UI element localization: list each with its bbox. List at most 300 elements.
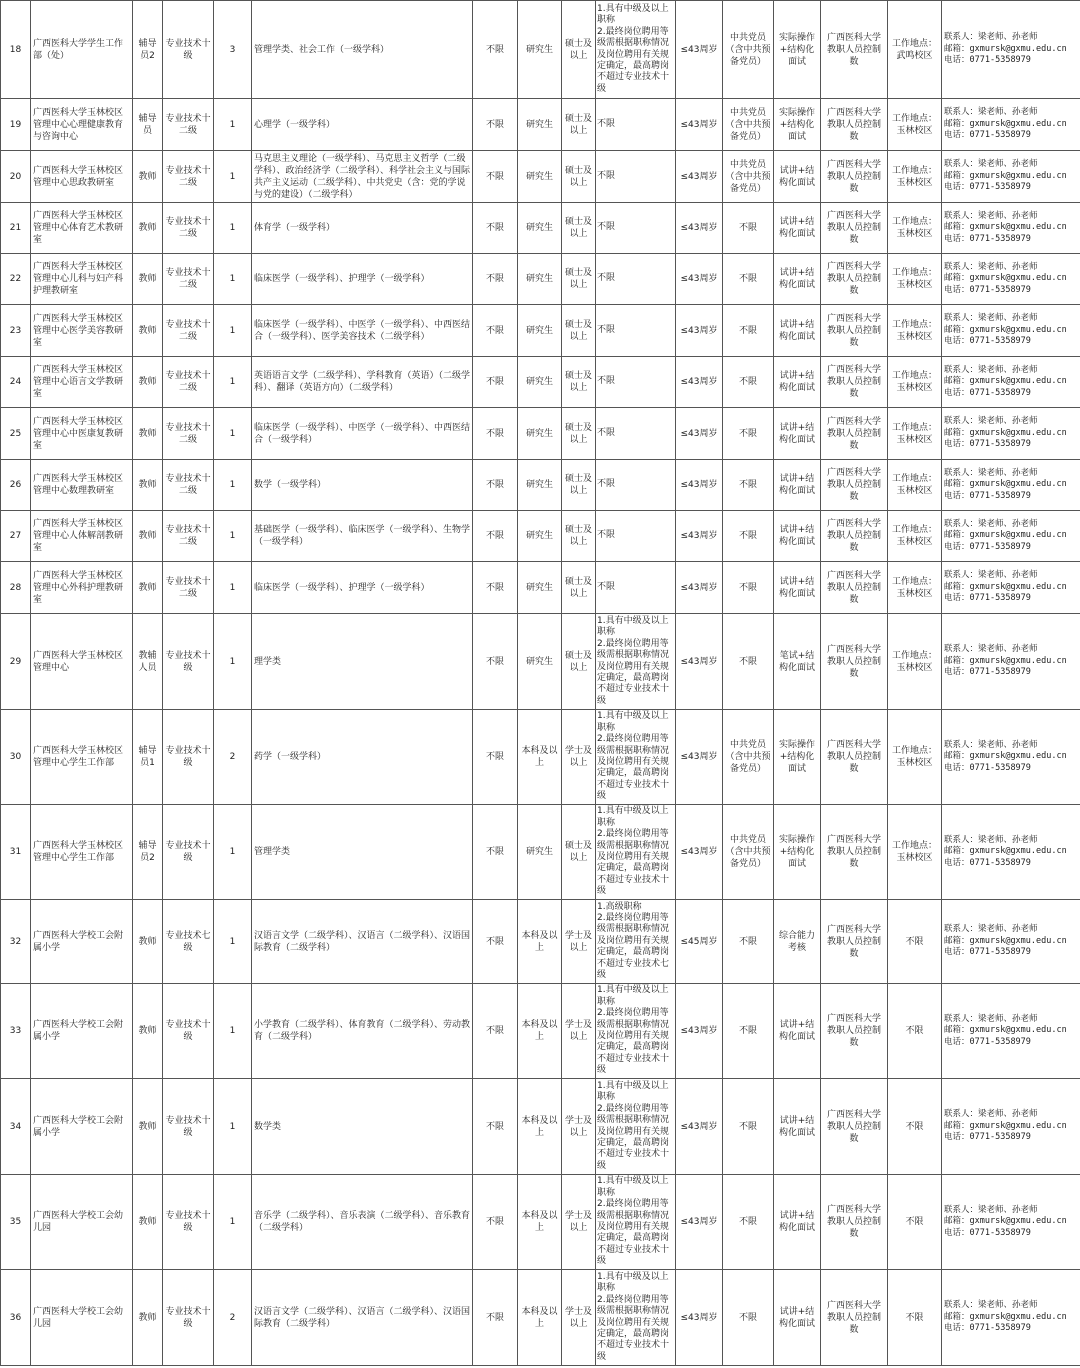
cell-hire-count: 2	[214, 1270, 252, 1366]
cell-unit-name: 广西医科大学学生工作部（处）	[31, 1, 133, 99]
contact-line: 电话：0771-5358979	[944, 857, 1031, 868]
cell-education: 研究生	[518, 562, 562, 614]
cell-row-number: 20	[1, 151, 31, 203]
cell-recruit-scope: 不限	[473, 460, 518, 511]
table-row	[1, 1079, 1080, 1175]
cell-unit-name: 广西医科大学校工会幼儿园	[31, 1175, 133, 1270]
cell-contact-info	[942, 203, 1080, 254]
contact-line: 联系人：梁老师、孙老师	[944, 159, 1038, 170]
cell-recruit-scope: 不限	[473, 1, 518, 99]
cell-post-name: 教师	[133, 254, 163, 305]
cell-recruit-scope: 不限	[473, 203, 518, 254]
cell-post-name: 辅导员2	[133, 805, 163, 900]
cell-remark: 工作地点：玉林校区	[888, 99, 942, 151]
cell-hire-count: 1	[214, 1079, 252, 1175]
cell-political-status: 不限	[723, 460, 774, 511]
cell-staff-type: 广西医科大学教职人员控制数	[821, 408, 888, 460]
requirement-line: 2.最终岗位聘用等级需根据职称情况及岗位聘用有关规定确定，最高聘岗不超过专业技术十级	[597, 638, 670, 706]
cell-remark: 不限	[888, 900, 942, 984]
cell-post-level: 专业技术十二级	[163, 99, 214, 151]
cell-post-level: 专业技术十二级	[163, 305, 214, 357]
cell-unit-name: 广西医科大学玉林校区管理中心学生工作部	[31, 710, 133, 805]
cell-degree: 硕士及以上	[562, 203, 596, 254]
requirement-line: 1.具有中级及以上职称	[597, 1271, 669, 1294]
contact-line: 电话：0771-5358979	[944, 233, 1031, 244]
cell-other-requirement	[596, 1079, 676, 1175]
cell-major-requirement: 理学类	[252, 614, 473, 710]
contact-line: 联系人：梁老师、孙老师	[944, 739, 1038, 750]
contact-line: 邮箱：gxmursk@gxmu.edu.cn	[944, 43, 1067, 54]
cell-post-name: 教师	[133, 1175, 163, 1270]
cell-political-status: 中共党员（含中共预备党员）	[723, 99, 774, 151]
cell-other-requirement	[596, 1, 676, 99]
cell-post-name: 教师	[133, 203, 163, 254]
cell-major-requirement: 管理学类、社会工作（一级学科）	[252, 1, 473, 99]
cell-remark: 工作地点：玉林校区	[888, 710, 942, 805]
cell-other-requirement: 不限	[596, 511, 676, 562]
cell-unit-name: 广西医科大学玉林校区管理中心思政教研室	[31, 151, 133, 203]
cell-post-level: 专业技术十级	[163, 984, 214, 1079]
cell-political-status: 不限	[723, 254, 774, 305]
cell-exam-method: 试讲+结构化面试	[774, 1270, 821, 1366]
cell-post-level: 专业技术十级	[163, 1, 214, 99]
cell-recruit-scope: 不限	[473, 254, 518, 305]
cell-staff-type: 广西医科大学教职人员控制数	[821, 357, 888, 408]
cell-contact-info	[942, 614, 1080, 710]
cell-post-name: 教师	[133, 1270, 163, 1366]
cell-unit-name: 广西医科大学玉林校区管理中心心理健康教育与咨询中心	[31, 99, 133, 151]
cell-age-limit: ≤43周岁	[676, 805, 723, 900]
cell-staff-type: 广西医科大学教职人员控制数	[821, 1175, 888, 1270]
cell-row-number: 26	[1, 460, 31, 511]
cell-other-requirement	[596, 984, 676, 1079]
cell-major-requirement: 英语语言文学（二级学科）、学科教育（英语）（二级学科）、翻译（英语方向）（二级学科）	[252, 357, 473, 408]
cell-education: 研究生	[518, 408, 562, 460]
cell-row-number: 34	[1, 1079, 31, 1175]
cell-remark: 不限	[888, 984, 942, 1079]
table-row	[1, 203, 1080, 254]
cell-political-status: 不限	[723, 1079, 774, 1175]
cell-post-name: 教师	[133, 357, 163, 408]
cell-post-name: 教师	[133, 408, 163, 460]
cell-age-limit: ≤43周岁	[676, 1079, 723, 1175]
requirement-line: 1.具有中级及以上职称	[597, 615, 669, 638]
cell-exam-method: 试讲+结构化面试	[774, 151, 821, 203]
cell-major-requirement: 临床医学（一级学科）、护理学（一级学科）	[252, 562, 473, 614]
cell-age-limit: ≤45周岁	[676, 900, 723, 984]
cell-staff-type: 广西医科大学教职人员控制数	[821, 614, 888, 710]
cell-political-status: 中共党员（含中共预备党员）	[723, 151, 774, 203]
cell-degree: 学士及以上	[562, 984, 596, 1079]
cell-political-status: 不限	[723, 1175, 774, 1270]
cell-major-requirement: 汉语言文学（二级学科）、汉语言（二级学科）、汉语国际教育（二级学科）	[252, 900, 473, 984]
cell-row-number: 30	[1, 710, 31, 805]
cell-remark: 工作地点：玉林校区	[888, 254, 942, 305]
cell-unit-name: 广西医科大学玉林校区管理中心语言文学教研室	[31, 357, 133, 408]
cell-remark: 工作地点：玉林校区	[888, 562, 942, 614]
cell-hire-count: 1	[214, 408, 252, 460]
cell-age-limit: ≤43周岁	[676, 203, 723, 254]
cell-recruit-scope: 不限	[473, 99, 518, 151]
cell-post-name: 教师	[133, 1079, 163, 1175]
cell-recruit-scope: 不限	[473, 305, 518, 357]
cell-remark: 工作地点：玉林校区	[888, 511, 942, 562]
cell-age-limit: ≤43周岁	[676, 99, 723, 151]
cell-recruit-scope: 不限	[473, 805, 518, 900]
contact-line: 邮箱：gxmursk@gxmu.edu.cn	[944, 118, 1067, 129]
contact-line: 电话：0771-5358979	[944, 182, 1031, 193]
cell-education: 研究生	[518, 203, 562, 254]
cell-staff-type: 广西医科大学教职人员控制数	[821, 1, 888, 99]
cell-recruit-scope: 不限	[473, 562, 518, 614]
contact-line: 电话：0771-5358979	[944, 1323, 1031, 1334]
cell-hire-count: 1	[214, 805, 252, 900]
requirement-line: 2.最终岗位聘用等级需根据职称情况及岗位聘用有关规定确定，最高聘岗不超过专业技术十级	[597, 1199, 670, 1267]
table-row	[1, 511, 1080, 562]
cell-other-requirement: 不限	[596, 305, 676, 357]
cell-contact-info	[942, 99, 1080, 151]
contact-line: 联系人：梁老师、孙老师	[944, 518, 1038, 529]
cell-staff-type: 广西医科大学教职人员控制数	[821, 460, 888, 511]
cell-political-status: 不限	[723, 562, 774, 614]
table-row	[1, 805, 1080, 900]
requirement-line: 2.最终岗位聘用等级需根据职称情况及岗位聘用有关规定确定，最高聘岗不超过专业技术十级	[597, 1008, 670, 1076]
requirement-line: 2.最终岗位聘用等级需根据职称情况及岗位聘用有关规定确定，最高聘岗不超过专业技术十级	[597, 1294, 670, 1362]
cell-major-requirement: 汉语言文学（二级学科）、汉语言（二级学科）、汉语国际教育（二级学科）	[252, 1270, 473, 1366]
cell-exam-method: 综合能力考核	[774, 900, 821, 984]
cell-political-status: 不限	[723, 984, 774, 1079]
table-row	[1, 1, 1080, 99]
contact-line: 电话：0771-5358979	[944, 336, 1031, 347]
cell-unit-name: 广西医科大学玉林校区管理中心中医康复教研室	[31, 408, 133, 460]
table-row	[1, 99, 1080, 151]
contact-line: 邮箱：gxmursk@gxmu.edu.cn	[944, 1120, 1067, 1131]
table-body	[1, 1, 1080, 1366]
cell-other-requirement	[596, 900, 676, 984]
cell-hire-count: 3	[214, 1, 252, 99]
cell-degree: 学士及以上	[562, 1079, 596, 1175]
cell-recruit-scope: 不限	[473, 151, 518, 203]
cell-contact-info	[942, 254, 1080, 305]
cell-contact-info	[942, 1, 1080, 99]
cell-post-level: 专业技术十二级	[163, 460, 214, 511]
cell-hire-count: 1	[214, 562, 252, 614]
cell-remark: 工作地点：玉林校区	[888, 151, 942, 203]
cell-row-number: 35	[1, 1175, 31, 1270]
cell-exam-method: 试讲+结构化面试	[774, 203, 821, 254]
cell-post-level: 专业技术十级	[163, 614, 214, 710]
cell-row-number: 36	[1, 1270, 31, 1366]
cell-political-status: 不限	[723, 357, 774, 408]
cell-staff-type: 广西医科大学教职人员控制数	[821, 203, 888, 254]
cell-recruit-scope: 不限	[473, 984, 518, 1079]
contact-line: 邮箱：gxmursk@gxmu.edu.cn	[944, 376, 1067, 387]
cell-post-level: 专业技术十级	[163, 710, 214, 805]
table-row	[1, 254, 1080, 305]
cell-political-status: 不限	[723, 408, 774, 460]
cell-contact-info	[942, 1270, 1080, 1366]
cell-education: 本科及以上	[518, 1270, 562, 1366]
cell-hire-count: 1	[214, 511, 252, 562]
contact-line: 联系人：梁老师、孙老师	[944, 32, 1038, 43]
cell-major-requirement: 小学教育（二级学科）、体育教育（二级学科）、劳动教育（二级学科）	[252, 984, 473, 1079]
contact-line: 邮箱：gxmursk@gxmu.edu.cn	[944, 581, 1067, 592]
cell-age-limit: ≤43周岁	[676, 1175, 723, 1270]
cell-education: 本科及以上	[518, 1175, 562, 1270]
requirement-line: 1.具有中级及以上职称	[597, 711, 669, 733]
cell-recruit-scope: 不限	[473, 900, 518, 984]
requirement-line: 2.最终岗位聘用等级需根据职称情况及岗位聘用有关规定确定，最高聘岗不超过专业技术十级	[597, 829, 670, 897]
contact-line: 邮箱：gxmursk@gxmu.edu.cn	[944, 324, 1067, 335]
cell-political-status: 中共党员（含中共预备党员）	[723, 1, 774, 99]
cell-post-level: 专业技术十二级	[163, 151, 214, 203]
cell-political-status: 不限	[723, 203, 774, 254]
requirement-line: 2.最终岗位聘用等级需根据职称情况及岗位聘用有关规定确定，最高聘岗不超过专业技术十级	[597, 26, 670, 94]
cell-education: 研究生	[518, 805, 562, 900]
cell-age-limit: ≤43周岁	[676, 408, 723, 460]
cell-political-status: 不限	[723, 614, 774, 710]
cell-exam-method: 实际操作+结构化面试	[774, 1, 821, 99]
cell-recruit-scope: 不限	[473, 1270, 518, 1366]
cell-degree: 硕士及以上	[562, 99, 596, 151]
cell-education: 本科及以上	[518, 900, 562, 984]
requirement-line: 1.具有中级及以上职称	[597, 3, 669, 26]
cell-row-number: 18	[1, 1, 31, 99]
cell-exam-method: 试讲+结构化面试	[774, 357, 821, 408]
table-row	[1, 984, 1080, 1079]
table-row	[1, 408, 1080, 460]
cell-other-requirement: 不限	[596, 357, 676, 408]
cell-age-limit: ≤43周岁	[676, 1270, 723, 1366]
cell-education: 研究生	[518, 151, 562, 203]
cell-major-requirement: 马克思主义理论（一级学科）、马克思主义哲学（二级学科）、政治经济学（二级学科）、科学社会主义与国际共产主义运动（二级学科）、中共党史（含：党的学说与党的建设）（二级学科）	[252, 151, 473, 203]
cell-age-limit: ≤43周岁	[676, 1, 723, 99]
contact-line: 联系人：梁老师、孙老师	[944, 364, 1038, 375]
cell-hire-count: 1	[214, 460, 252, 511]
cell-education: 本科及以上	[518, 710, 562, 805]
cell-staff-type: 广西医科大学教职人员控制数	[821, 511, 888, 562]
cell-contact-info	[942, 984, 1080, 1079]
cell-exam-method: 试讲+结构化面试	[774, 562, 821, 614]
cell-remark: 工作地点：武鸣校区	[888, 1, 942, 99]
cell-contact-info	[942, 710, 1080, 805]
cell-other-requirement	[596, 614, 676, 710]
contact-line: 联系人：梁老师、孙老师	[944, 1300, 1038, 1311]
cell-major-requirement: 药学（一级学科）	[252, 710, 473, 805]
contact-line: 联系人：梁老师、孙老师	[944, 1204, 1038, 1215]
cell-post-name: 教师	[133, 562, 163, 614]
table-row	[1, 562, 1080, 614]
cell-staff-type: 广西医科大学教职人员控制数	[821, 805, 888, 900]
cell-major-requirement: 临床医学（一级学科）、中医学（一级学科）、中西医结合（一级学科）	[252, 408, 473, 460]
cell-post-name: 教师	[133, 460, 163, 511]
cell-age-limit: ≤43周岁	[676, 511, 723, 562]
cell-degree: 学士及以上	[562, 1270, 596, 1366]
cell-unit-name: 广西医科大学玉林校区管理中心体育艺术教研室	[31, 203, 133, 254]
table-row	[1, 1270, 1080, 1366]
cell-post-name: 教师	[133, 305, 163, 357]
cell-exam-method: 实际操作+结构化面试	[774, 99, 821, 151]
cell-unit-name: 广西医科大学校工会附属小学	[31, 900, 133, 984]
cell-remark: 工作地点：玉林校区	[888, 203, 942, 254]
cell-staff-type: 广西医科大学教职人员控制数	[821, 151, 888, 203]
cell-remark: 工作地点：玉林校区	[888, 408, 942, 460]
requirement-line: 2.最终岗位聘用等级需根据职称情况及岗位聘用有关规定确定，最高聘岗不超过专业技术十级	[597, 734, 670, 802]
cell-degree: 硕士及以上	[562, 460, 596, 511]
contact-line: 联系人：梁老师、孙老师	[944, 570, 1038, 581]
cell-remark: 工作地点：玉林校区	[888, 614, 942, 710]
cell-remark: 工作地点：玉林校区	[888, 357, 942, 408]
cell-hire-count: 1	[214, 305, 252, 357]
contact-line: 电话：0771-5358979	[944, 130, 1031, 141]
cell-political-status: 不限	[723, 900, 774, 984]
cell-exam-method: 笔试+结构化面试	[774, 614, 821, 710]
cell-remark: 不限	[888, 1175, 942, 1270]
table-row	[1, 305, 1080, 357]
table-row	[1, 357, 1080, 408]
cell-row-number: 27	[1, 511, 31, 562]
cell-other-requirement	[596, 1270, 676, 1366]
contact-line: 电话：0771-5358979	[944, 947, 1031, 958]
cell-row-number: 21	[1, 203, 31, 254]
cell-political-status: 不限	[723, 511, 774, 562]
cell-post-name: 教师	[133, 511, 163, 562]
cell-education: 研究生	[518, 357, 562, 408]
cell-age-limit: ≤43周岁	[676, 562, 723, 614]
cell-education: 本科及以上	[518, 984, 562, 1079]
contact-line: 邮箱：gxmursk@gxmu.edu.cn	[944, 273, 1067, 284]
contact-line: 邮箱：gxmursk@gxmu.edu.cn	[944, 846, 1067, 857]
cell-degree: 硕士及以上	[562, 1, 596, 99]
cell-exam-method: 实际操作+结构化面试	[774, 710, 821, 805]
cell-major-requirement: 体育学（一级学科）	[252, 203, 473, 254]
table-row	[1, 460, 1080, 511]
contact-line: 邮箱：gxmursk@gxmu.edu.cn	[944, 530, 1067, 541]
cell-recruit-scope: 不限	[473, 357, 518, 408]
cell-remark: 不限	[888, 1079, 942, 1175]
cell-row-number: 22	[1, 254, 31, 305]
cell-hire-count: 2	[214, 710, 252, 805]
cell-unit-name: 广西医科大学玉林校区管理中心学生工作部	[31, 805, 133, 900]
contact-line: 电话：0771-5358979	[944, 541, 1031, 552]
contact-line: 电话：0771-5358979	[944, 55, 1031, 66]
requirement-line: 1.高级职称	[597, 901, 642, 912]
cell-staff-type: 广西医科大学教职人员控制数	[821, 254, 888, 305]
cell-recruit-scope: 不限	[473, 511, 518, 562]
contact-line: 邮箱：gxmursk@gxmu.edu.cn	[944, 655, 1067, 666]
cell-major-requirement: 音乐学（二级学科）、音乐表演（二级学科）、音乐教育（二级学科）	[252, 1175, 473, 1270]
cell-row-number: 19	[1, 99, 31, 151]
cell-row-number: 31	[1, 805, 31, 900]
cell-post-name: 教师	[133, 151, 163, 203]
cell-remark: 不限	[888, 1270, 942, 1366]
cell-degree: 硕士及以上	[562, 254, 596, 305]
cell-political-status: 中共党员（含中共预备党员）	[723, 710, 774, 805]
contact-line: 电话：0771-5358979	[944, 387, 1031, 398]
cell-age-limit: ≤43周岁	[676, 254, 723, 305]
cell-staff-type: 广西医科大学教职人员控制数	[821, 1079, 888, 1175]
cell-other-requirement: 不限	[596, 460, 676, 511]
cell-contact-info	[942, 151, 1080, 203]
cell-political-status: 中共党员（含中共预备党员）	[723, 805, 774, 900]
cell-age-limit: ≤43周岁	[676, 984, 723, 1079]
cell-degree: 硕士及以上	[562, 305, 596, 357]
contact-line: 联系人：梁老师、孙老师	[944, 261, 1038, 272]
cell-degree: 硕士及以上	[562, 562, 596, 614]
cell-staff-type: 广西医科大学教职人员控制数	[821, 99, 888, 151]
cell-other-requirement: 不限	[596, 203, 676, 254]
cell-row-number: 24	[1, 357, 31, 408]
contact-line: 邮箱：gxmursk@gxmu.edu.cn	[944, 222, 1067, 233]
contact-line: 联系人：梁老师、孙老师	[944, 644, 1038, 655]
cell-row-number: 28	[1, 562, 31, 614]
cell-contact-info	[942, 562, 1080, 614]
cell-education: 研究生	[518, 511, 562, 562]
cell-contact-info	[942, 460, 1080, 511]
cell-post-level: 专业技术十级	[163, 1175, 214, 1270]
cell-unit-name: 广西医科大学校工会附属小学	[31, 984, 133, 1079]
cell-post-name: 教师	[133, 984, 163, 1079]
cell-age-limit: ≤43周岁	[676, 614, 723, 710]
cell-unit-name: 广西医科大学校工会附属小学	[31, 1079, 133, 1175]
contact-line: 联系人：梁老师、孙老师	[944, 416, 1038, 427]
requirement-line: 2.最终岗位聘用等级需根据职称情况及岗位聘用有关规定确定，最高聘岗不超过专业技术十级	[597, 1103, 670, 1171]
cell-post-name: 教师	[133, 900, 163, 984]
cell-education: 研究生	[518, 99, 562, 151]
cell-exam-method: 试讲+结构化面试	[774, 984, 821, 1079]
cell-major-requirement: 数学（一级学科）	[252, 460, 473, 511]
cell-recruit-scope: 不限	[473, 1079, 518, 1175]
cell-degree: 硕士及以上	[562, 408, 596, 460]
cell-post-level: 专业技术十级	[163, 805, 214, 900]
contact-line: 邮箱：gxmursk@gxmu.edu.cn	[944, 935, 1067, 946]
contact-line: 联系人：梁老师、孙老师	[944, 834, 1038, 845]
table-row	[1, 614, 1080, 710]
cell-hire-count: 1	[214, 254, 252, 305]
cell-political-status: 不限	[723, 305, 774, 357]
cell-exam-method: 试讲+结构化面试	[774, 511, 821, 562]
table-row	[1, 1175, 1080, 1270]
cell-contact-info	[942, 900, 1080, 984]
cell-unit-name: 广西医科大学玉林校区管理中心儿科与妇产科护理教研室	[31, 254, 133, 305]
cell-recruit-scope: 不限	[473, 710, 518, 805]
contact-line: 联系人：梁老师、孙老师	[944, 924, 1038, 935]
cell-recruit-scope: 不限	[473, 1175, 518, 1270]
contact-line: 电话：0771-5358979	[944, 1227, 1031, 1238]
cell-row-number: 29	[1, 614, 31, 710]
cell-education: 研究生	[518, 305, 562, 357]
cell-post-level: 专业技术十级	[163, 1270, 214, 1366]
cell-post-level: 专业技术十二级	[163, 408, 214, 460]
cell-education: 研究生	[518, 254, 562, 305]
cell-other-requirement	[596, 710, 676, 805]
contact-line: 电话：0771-5358979	[944, 593, 1031, 604]
cell-post-level: 专业技术十二级	[163, 203, 214, 254]
cell-staff-type: 广西医科大学教职人员控制数	[821, 710, 888, 805]
cell-contact-info	[942, 1175, 1080, 1270]
cell-post-name: 辅导员	[133, 99, 163, 151]
cell-education: 研究生	[518, 614, 562, 710]
cell-other-requirement: 不限	[596, 562, 676, 614]
cell-hire-count: 1	[214, 203, 252, 254]
cell-age-limit: ≤43周岁	[676, 305, 723, 357]
contact-line: 联系人：梁老师、孙老师	[944, 1109, 1038, 1120]
cell-unit-name: 广西医科大学玉林校区管理中心外科护理教研室	[31, 562, 133, 614]
cell-major-requirement: 临床医学（一级学科）、护理学（一级学科）	[252, 254, 473, 305]
contact-line: 邮箱：gxmursk@gxmu.edu.cn	[944, 427, 1067, 438]
cell-exam-method: 试讲+结构化面试	[774, 254, 821, 305]
cell-contact-info	[942, 408, 1080, 460]
